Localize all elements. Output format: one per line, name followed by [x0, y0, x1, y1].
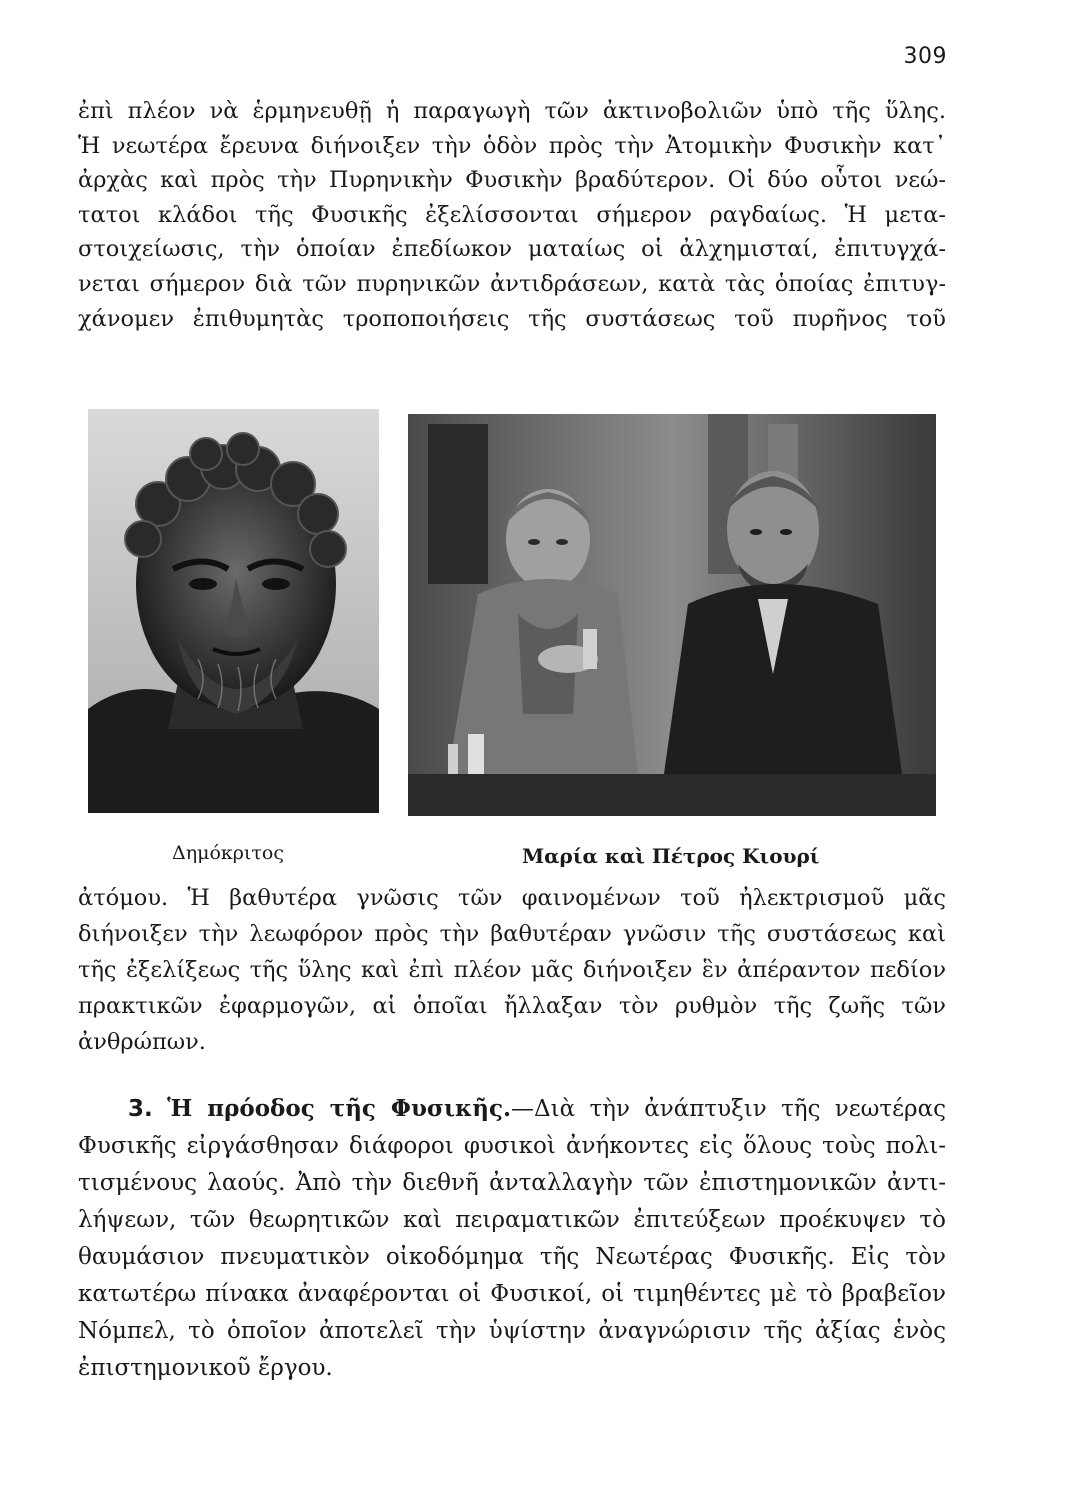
text-line: θαυμάσιον πνευματικὸν οἰκοδόμημα τῆς Νεωτέρας Φυσικῆς. Εἰς τὸν — [78, 1244, 946, 1270]
text-line: τῆς ἐξελίξεως τῆς ὕλης καὶ ἐπὶ πλέον μᾶς διήνοιξεν ἓν ἀπέραντον πεδίον — [78, 957, 946, 983]
democritus-caption: Δημόκριτος — [172, 842, 284, 864]
page-number: 309 — [903, 44, 947, 69]
text-line: χάνομεν ἐπιθυμητὰς τροποποιήσεις τῆς συστάσεως τοῦ πυρῆνος τοῦ — [78, 305, 946, 332]
section-3 — [78, 1090, 946, 1387]
democritus-bust-photo — [88, 409, 379, 813]
text-line: τισμένους λαούς. Ἀπὸ τὴν διεθνῆ ἀνταλλαγὴν τῶν ἐπιστημονικῶν ἀντι- — [78, 1170, 946, 1196]
paragraph-1 — [78, 94, 946, 336]
text-line: κατωτέρω πίνακα ἀναφέρονται οἱ Φυσικοί, οἱ τιμηθέντες μὲ τὸ βραβεῖον — [78, 1281, 946, 1307]
text-line: Φυσικῆς εἰργάσθησαν διάφοροι φυσικοὶ ἀνήκοντες εἰς ὅλους τοὺς πολι- — [78, 1133, 946, 1159]
section-first-line: —Διὰ τὴν ἀνάπτυξιν τῆς νεωτέρας — [510, 1096, 946, 1122]
paragraph-2 — [78, 880, 946, 1060]
text-line: ἐπιστημονικοῦ ἔργου. — [78, 1355, 333, 1381]
text-line: ἀρχὰς καὶ πρὸς τὴν Πυρηνικὴν Φυσικὴν βραδύτερον. Οἱ δύο οὗτοι νεώ- — [78, 167, 946, 194]
section-heading-line — [78, 1090, 946, 1128]
text-line: λήψεων, τῶν θεωρητικῶν καὶ πειραματικῶν ἐπιτεύξεων προέκυψεν τὸ — [78, 1207, 946, 1233]
section-number: 3. — [128, 1096, 153, 1122]
text-line: νεται σήμερον διὰ τῶν πυρηνικῶν ἀντιδράσεων, κατὰ τὰς ὁποίας ἐπιτυγ- — [78, 270, 946, 297]
bust-illustration — [88, 409, 379, 813]
curie-couple-photo — [408, 414, 936, 816]
text-line: ἐπὶ πλέον νὰ ἑρμηνευθῇ ἡ παραγωγὴ τῶν ἀκτινοβολιῶν ὑπὸ τῆς ὕλης. — [78, 98, 946, 124]
curie-illustration — [408, 414, 936, 816]
text-line: πρακτικῶν ἐφαρμογῶν, αἱ ὁποῖαι ἤλλαξαν τὸν ρυθμὸν τῆς ζωῆς τῶν — [78, 993, 946, 1019]
text-line: ἀτόμου. Ἡ βαθυτέρα γνῶσις τῶν φαινομένων τοῦ ἠλεκτρισμοῦ μᾶς — [78, 885, 946, 911]
curie-caption: Μαρία καὶ Πέτρος Κιουρί — [522, 844, 820, 868]
text-line: ἀνθρώπων. — [78, 1029, 206, 1055]
text-line: στοιχείωσις, τὴν ὁποίαν ἐπεδίωκον ματαίως οἱ ἀλχημισταί, ἐπιτυγχά- — [78, 236, 946, 263]
text-line: τατοι κλάδοι τῆς Φυσικῆς ἐξελίσσονται σήμερον ραγδαίως. Ἡ μετα- — [78, 201, 946, 228]
text-line: διήνοιξεν τὴν λεωφόρον πρὸς τὴν βαθυτέραν γνῶσιν τῆς συστάσεως καὶ — [78, 921, 946, 947]
text-line: Νόμπελ, τὸ ὁποῖον ἀποτελεῖ τὴν ὑψίστην ἀναγνώρισιν τῆς ἀξίας ἑνὸς — [78, 1318, 946, 1344]
section-title: Ἡ πρόοδος τῆς Φυσικῆς. — [167, 1095, 511, 1122]
text-line: Ἡ νεωτέρα ἔρευνα διήνοιξεν τὴν ὁδὸν πρὸς τὴν Ἀτομικὴν Φυσικὴν κατ᾽ — [78, 132, 946, 159]
